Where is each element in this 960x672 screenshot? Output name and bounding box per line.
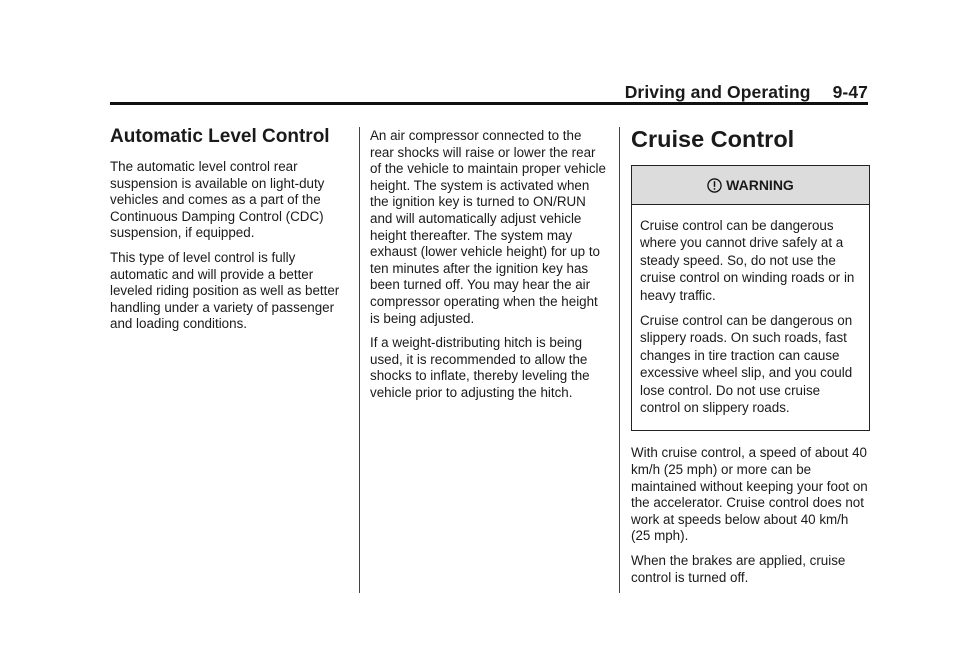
paragraph: An air compressor connected to the rear shocks will raise or lower the rear of the vehicle to maintain proper vehicle height. The system is activated when the ignition key is turned to ON/RUN and will automatically adjust vehicle height thereafter. The system may exhaust (lower vehicle height) for up to ten minutes after the ignition key has been turned off. You may hear the air compressor operating when the height is being adjusted. <box>370 128 606 326</box>
section-heading: Cruise Control <box>631 126 795 152</box>
warning-paragraph: Cruise control can be dangerous on slippery roads. On such roads, fast changes in tire traction can cause excessive wheel slip, and you could lose control. Do not use cruise control on slippery roads. <box>640 313 853 416</box>
section-heading: Automatic Level Control <box>110 126 330 147</box>
warning-body <box>632 205 869 430</box>
column-divider <box>359 127 360 593</box>
paragraph: If a weight-distributing hitch is being used, it is recommended to allow the shocks to inflate, thereby leveling the vehicle prior to adjusting the hitch. <box>370 335 590 400</box>
paragraph: When the brakes are applied, cruise control is turned off. <box>631 553 846 585</box>
left-column <box>110 126 348 341</box>
paragraph: This type of level control is fully automatic and will provide a better leveled riding position as well as better handling under a variety of passenger and loading conditions. <box>110 249 340 332</box>
right-column <box>631 126 871 594</box>
warning-label: WARNING <box>726 177 794 193</box>
middle-column <box>370 128 608 410</box>
paragraph: With cruise control, a speed of about 40 km/h (25 mph) or more can be maintained without keeping your foot on the accelerator. Cruise control does not work at speeds below about 40 km/h (25 mph). <box>631 445 868 544</box>
warning-icon <box>707 178 722 193</box>
warning-paragraph: Cruise control can be dangerous where you cannot drive safely at a steady speed. So, do not use the cruise control on winding roads or in heavy traffic. <box>640 218 855 303</box>
paragraph: The automatic level control rear suspension is available on light-duty vehicles and comes as a part of the Continuous Damping Control (CDC) suspension, if equipped. <box>110 159 325 241</box>
header-text <box>625 82 868 103</box>
header-rule <box>110 102 868 105</box>
warning-box <box>631 165 870 431</box>
section-title: Driving and Operating <box>624 82 811 102</box>
warning-header <box>632 166 869 205</box>
page-header <box>110 78 868 104</box>
page-number: 9-47 <box>832 82 868 102</box>
column-divider <box>619 127 620 593</box>
